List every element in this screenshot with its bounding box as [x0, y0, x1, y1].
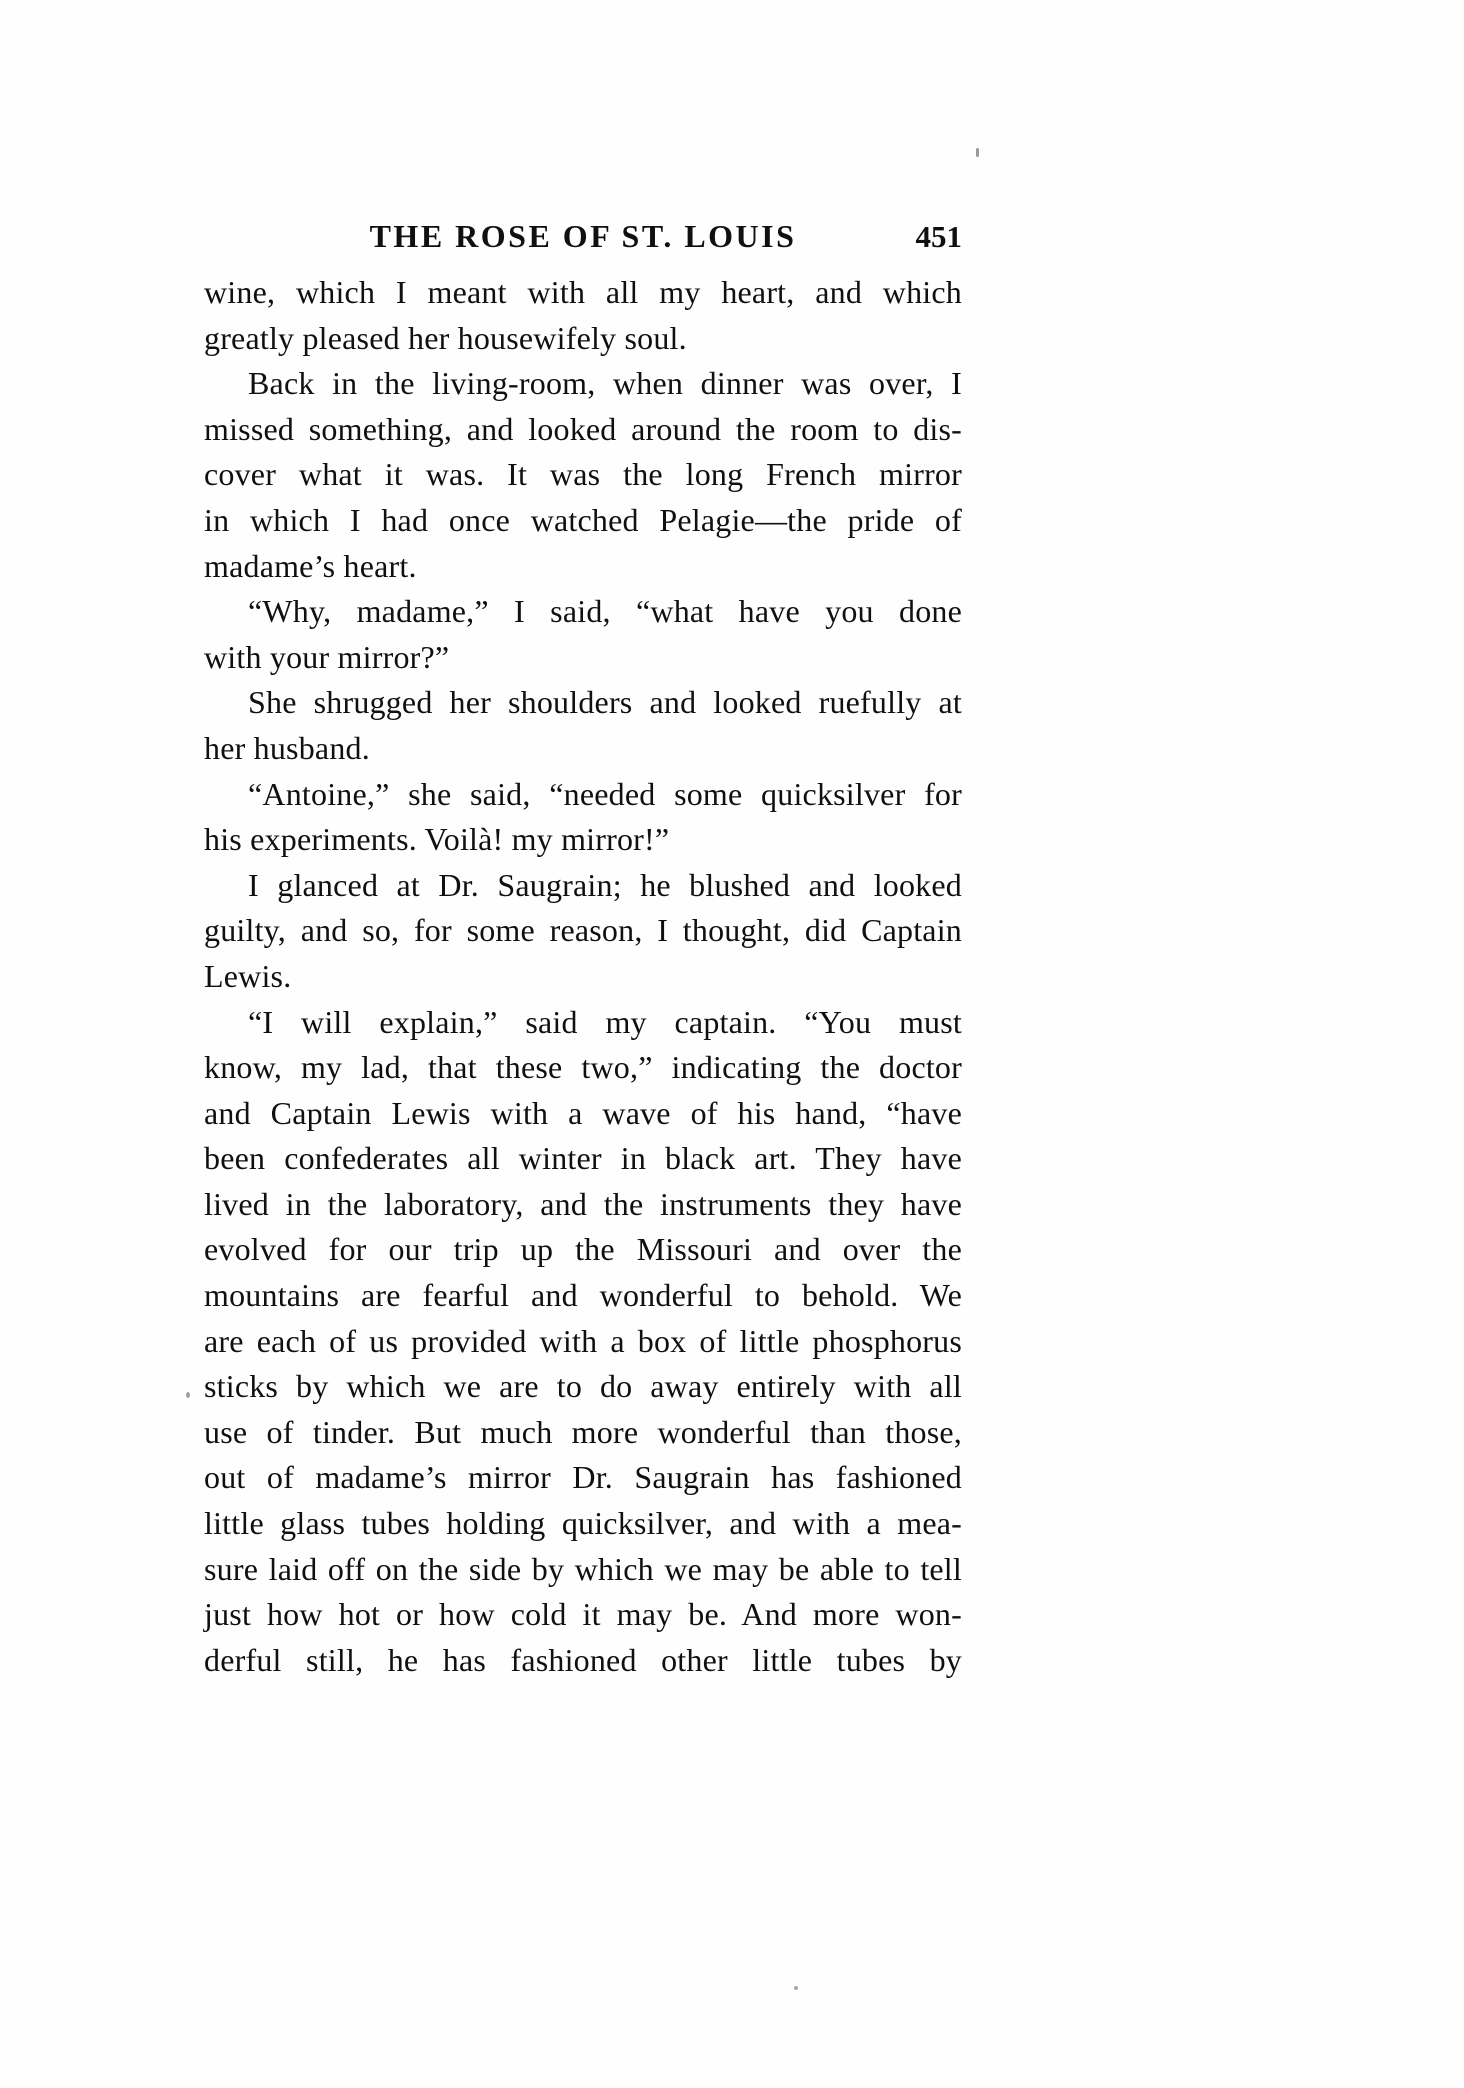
scan-artifact [794, 1986, 798, 1990]
text-line: I glanced at Dr. Saugrain; he blushed and looked [248, 866, 962, 903]
text-block [204, 218, 962, 1683]
text-line: been confederates all winter in black art. They have [204, 1140, 962, 1177]
text-line: She shrugged her shoulders and looked ruefully at [248, 684, 962, 721]
text-line: just how hot or how cold it may be. And more won- [204, 1596, 962, 1633]
scan-artifact [976, 148, 979, 157]
body-text [204, 270, 962, 1683]
text-line: his experiments. Voilà! my mirror!” [204, 821, 670, 858]
text-line: “Why, madame,” I said, “what have you done [248, 593, 962, 630]
text-line: mountains are fearful and wonderful to behold. We [204, 1277, 962, 1314]
text-line: lived in the laboratory, and the instruments they have [204, 1185, 962, 1222]
running-title: THE ROSE OF ST. LOUIS [369, 218, 797, 254]
text-line: missed something, and looked around the room to dis- [204, 410, 962, 447]
text-line: “Antoine,” she said, “needed some quicksilver for [248, 775, 962, 812]
scan-artifact [186, 1392, 190, 1398]
text-line: guilty, and so, for some reason, I thought, did Captain [204, 912, 962, 949]
text-line: sure laid off on the side by which we may be able to tell [204, 1550, 962, 1587]
text-line: use of tinder. But much more wonderful than those, [204, 1413, 962, 1450]
text-line: and Captain Lewis with a wave of his hand, “have [204, 1094, 962, 1131]
text-line: Back in the living-room, when dinner was over, I [248, 365, 962, 402]
text-line: in which I had once watched Pelagie—the pride of [204, 501, 962, 538]
text-line: sticks by which we are to do away entirely with all [204, 1368, 962, 1405]
page-number: 451 [915, 219, 962, 254]
text-line: know, my lad, that these two,” indicating the doctor [204, 1049, 962, 1086]
page-header [204, 218, 962, 262]
text-line: greatly pleased her housewifely soul. [204, 319, 687, 356]
text-line: cover what it was. It was the long French mirror [204, 456, 962, 493]
text-line: her husband. [204, 729, 370, 766]
text-line: madame’s heart. [204, 547, 417, 584]
text-line: evolved for our trip up the Missouri and over the [204, 1231, 962, 1268]
text-line: “I will explain,” said my captain. “You must [248, 1003, 962, 1040]
text-line: with your mirror?” [204, 638, 450, 675]
text-line: out of madame’s mirror Dr. Saugrain has fashioned [204, 1459, 962, 1496]
text-line: derful still, he has fashioned other little tubes by [204, 1641, 962, 1678]
text-line: little glass tubes holding quicksilver, and with a mea- [204, 1505, 962, 1542]
text-line: are each of us provided with a box of little phosphorus [204, 1322, 962, 1359]
text-line: wine, which I meant with all my heart, and which [204, 274, 962, 310]
text-line: Lewis. [204, 957, 292, 994]
